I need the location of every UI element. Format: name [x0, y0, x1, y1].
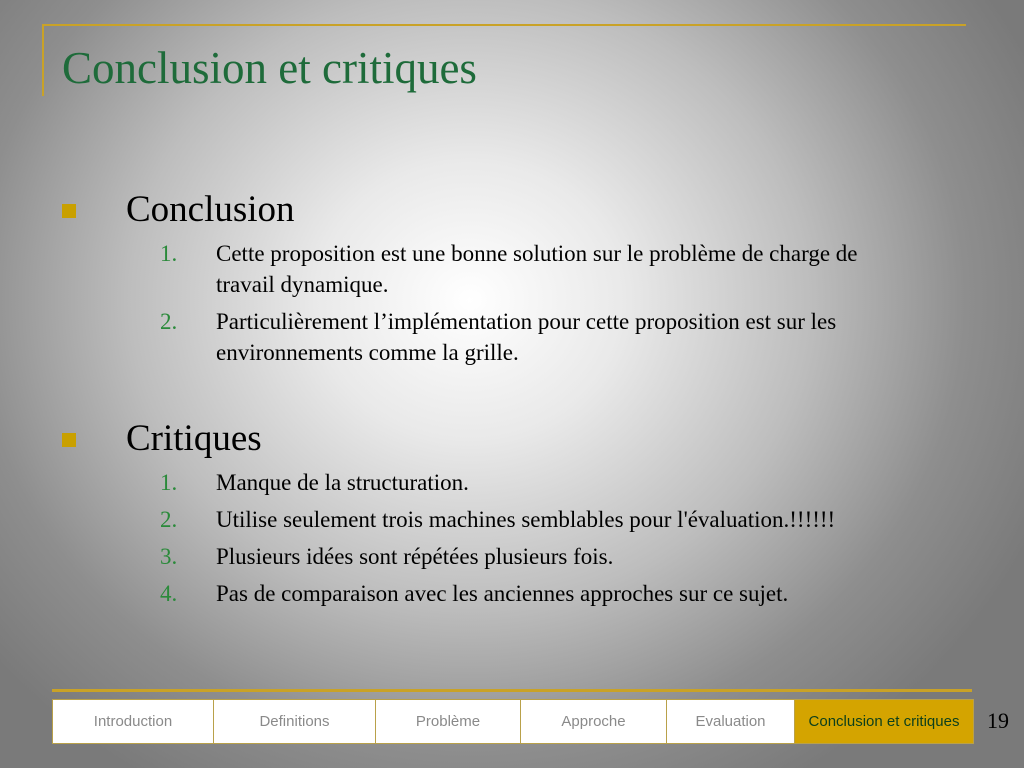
item-text: Cette proposition est une bonne solution sur le problème de charge de travail dynamique. [216, 241, 858, 297]
section-heading: Critiques [126, 418, 262, 459]
nav-tab-evaluation[interactable]: Evaluation [667, 700, 795, 743]
item-text: Plusieurs idées sont répétées plusieurs fois. [216, 544, 614, 569]
critiques-list [160, 467, 860, 615]
item-number: 2. [160, 507, 178, 532]
nav-bar [52, 699, 974, 744]
section-heading: Conclusion [126, 189, 295, 230]
nav-tab-probleme[interactable]: Problème [376, 700, 521, 743]
item-number: 1. [160, 470, 178, 495]
list-item [160, 541, 860, 572]
slide-title: Conclusion et critiques [62, 43, 477, 93]
bullet-square-icon [62, 433, 76, 447]
item-text: Pas de comparaison avec les anciennes approches sur ce sujet. [216, 581, 789, 606]
list-item [160, 504, 860, 535]
nav-tab-conclusion-et-critiques[interactable]: Conclusion et critiques [795, 700, 973, 743]
item-number: 3. [160, 544, 178, 569]
bullet-square-icon [62, 204, 76, 218]
page-number: 19 [987, 708, 1009, 733]
nav-divider-line [52, 689, 972, 692]
conclusion-list [160, 238, 860, 374]
list-item [160, 306, 860, 368]
list-item [160, 238, 860, 300]
item-text: Manque de la structuration. [216, 470, 469, 495]
list-item [160, 578, 860, 609]
item-number: 4. [160, 581, 178, 606]
item-number: 2. [160, 309, 178, 334]
nav-tab-approche[interactable]: Approche [521, 700, 667, 743]
item-text: Utilise seulement trois machines semblables pour l'évaluation.!!!!!! [216, 507, 836, 532]
nav-tab-introduction[interactable]: Introduction [53, 700, 214, 743]
item-text: Particulièrement l’implémentation pour cette proposition est sur les environnements comme la grille. [216, 309, 837, 365]
nav-tab-definitions[interactable]: Definitions [214, 700, 376, 743]
item-number: 1. [160, 241, 178, 266]
list-item [160, 467, 860, 498]
